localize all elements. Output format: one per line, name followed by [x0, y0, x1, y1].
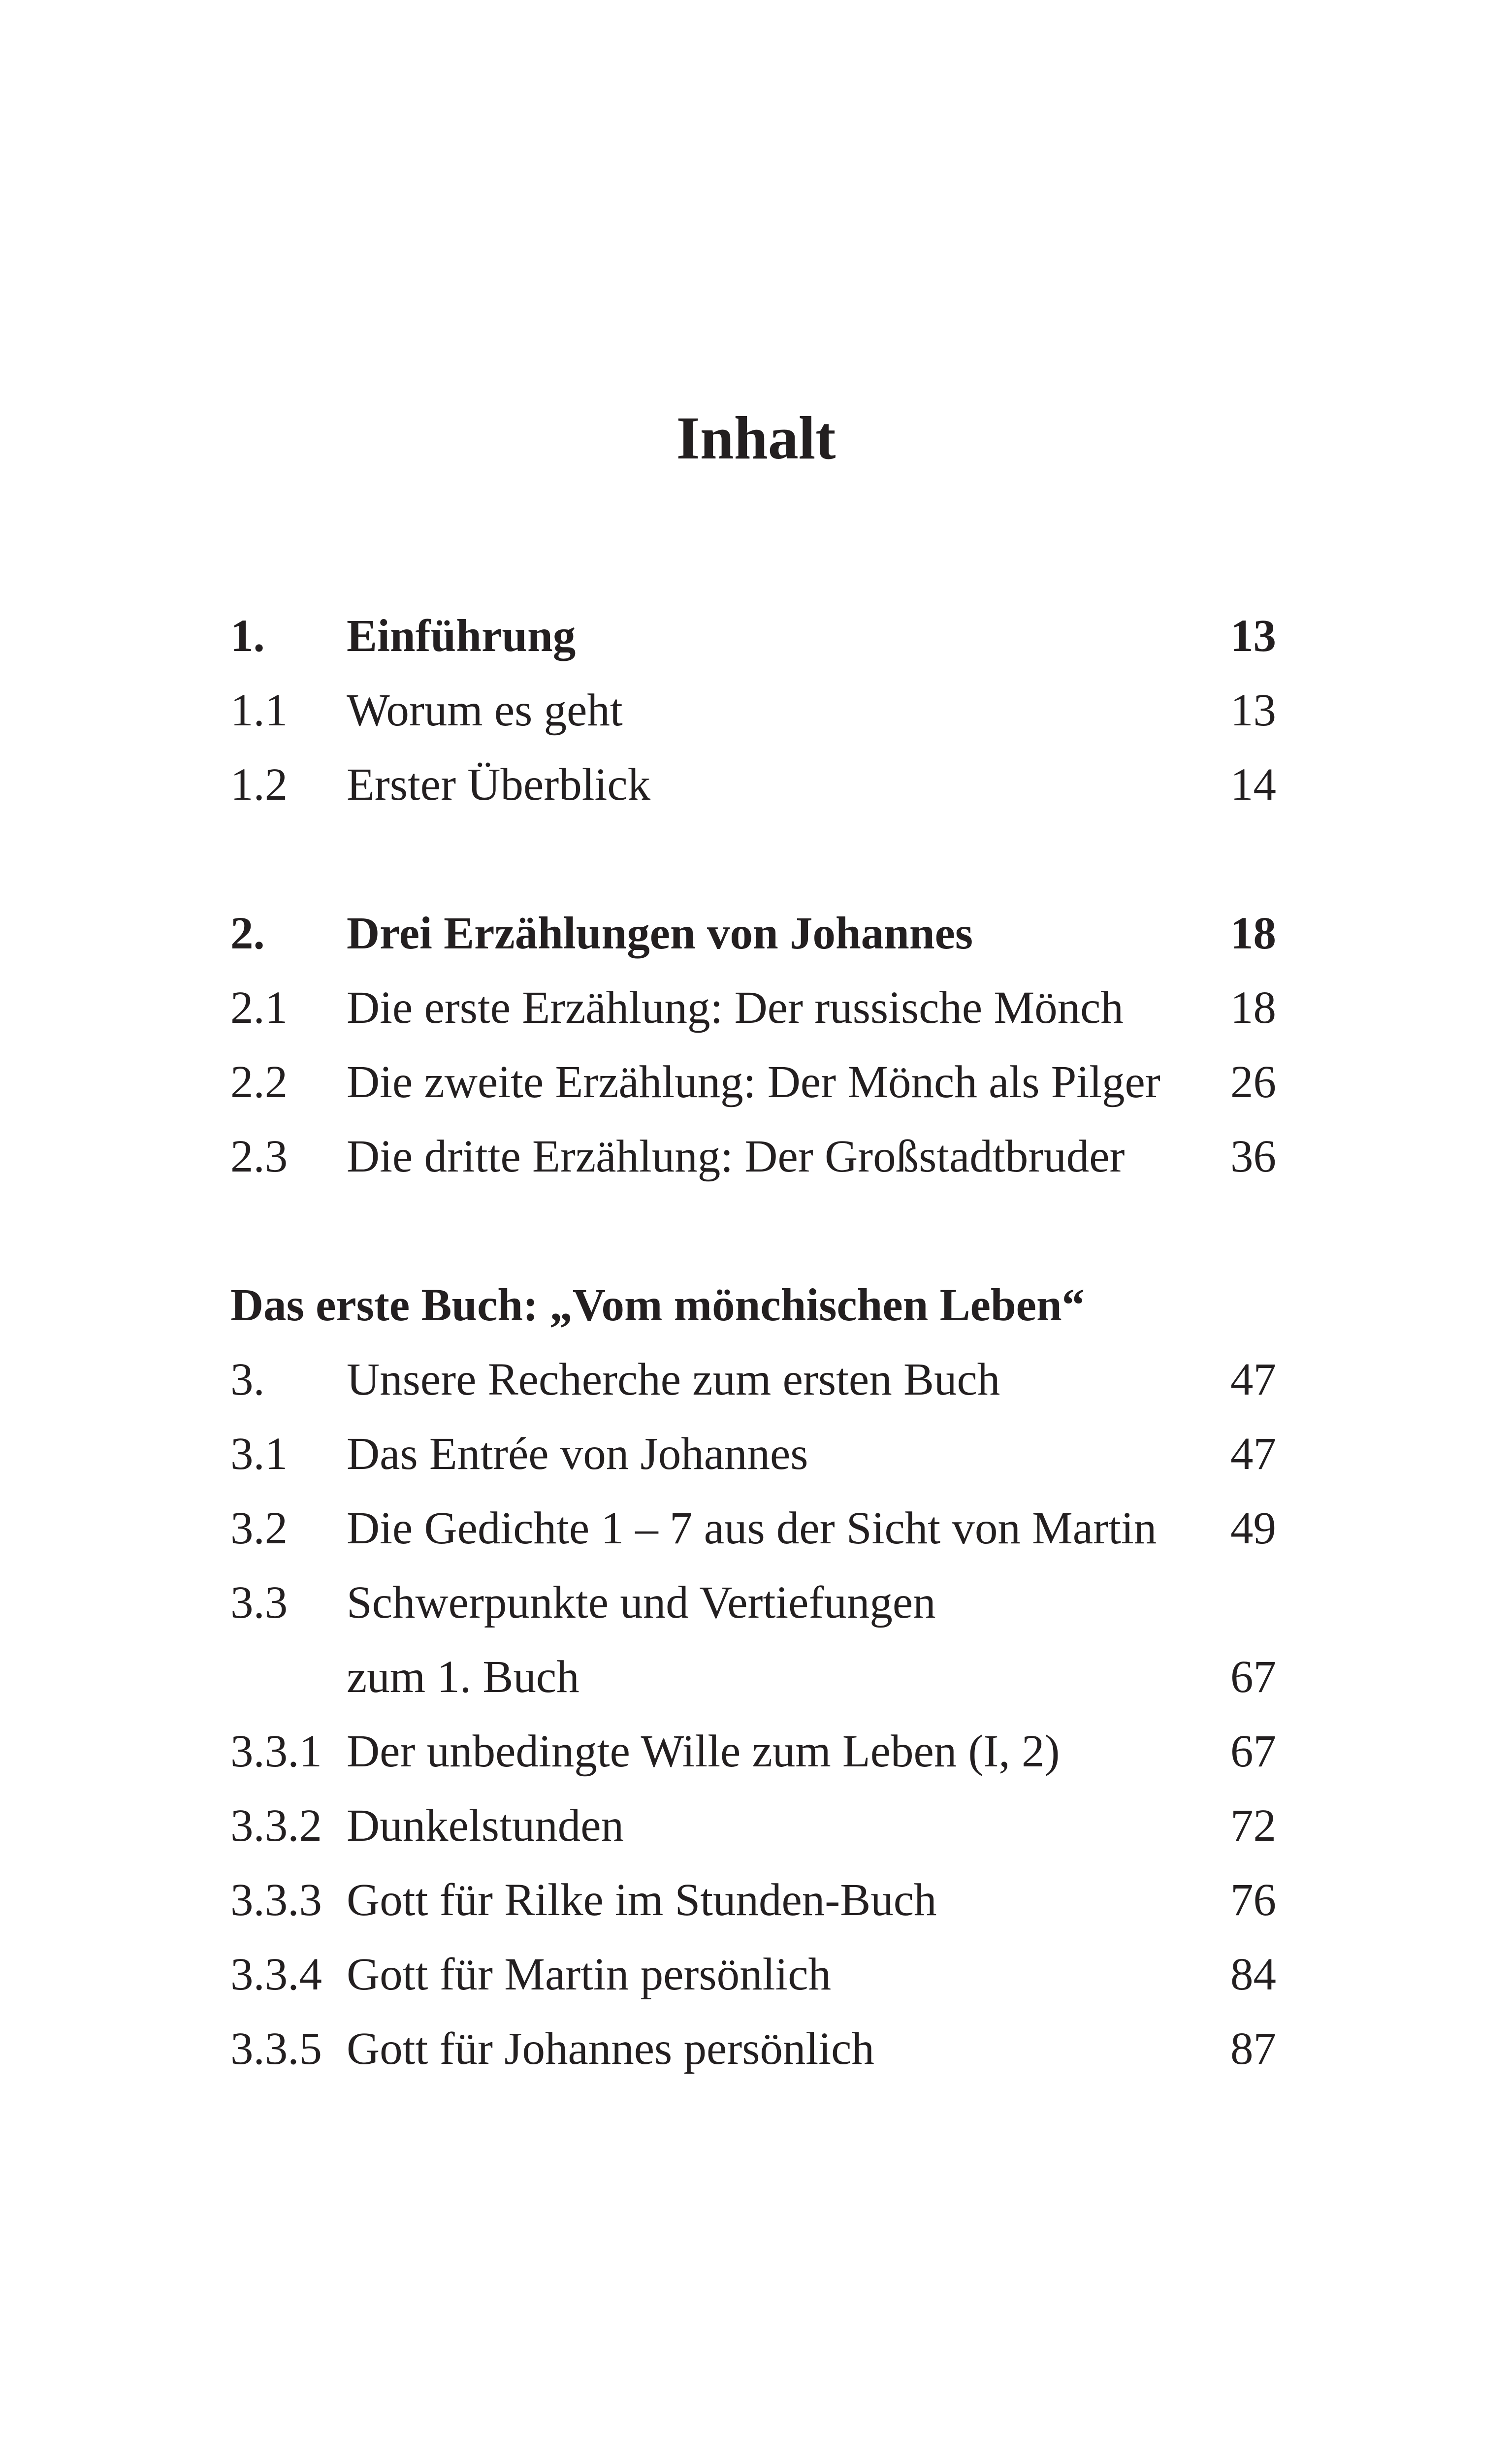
toc-entry-number: 1. [230, 611, 265, 661]
toc-entry-title: Einführung [347, 611, 576, 661]
toc-entry-number: 3.3.3 [230, 1875, 322, 1925]
toc-entry-page: 13 [1230, 611, 1276, 661]
toc-entry-title: zum 1. Buch [347, 1652, 579, 1702]
page-title: Inhalt [676, 404, 836, 472]
toc-entry-title: Die dritte Erzählung: Der Großstadtbruder [347, 1131, 1125, 1182]
toc-entry-page: 72 [1230, 1800, 1276, 1851]
toc-entry-number: 3.3.5 [230, 2023, 322, 2074]
toc-entry-page: 47 [1230, 1354, 1276, 1405]
toc-entry-title: Erster Überblick [347, 759, 651, 810]
toc-entry-number: 1.2 [230, 759, 288, 810]
toc-entry-number: 3.3.4 [230, 1949, 322, 2000]
toc-part-heading-text: Das erste Buch: „Vom mönchischen Leben“ [230, 1280, 1085, 1331]
toc-entry-3[interactable] [230, 1342, 1276, 1417]
toc-entry-number: 3.1 [230, 1429, 288, 1479]
toc-entry-title: Die zweite Erzählung: Der Mönch als Pilger [347, 1057, 1160, 1107]
toc-entry-page: 14 [1230, 759, 1276, 810]
toc-entry-page: 36 [1230, 1131, 1276, 1182]
toc-entry-3-1[interactable] [230, 1417, 1276, 1491]
toc-entry-1-1[interactable] [230, 673, 1276, 748]
toc-entry-3-3-4[interactable] [230, 1937, 1276, 2012]
toc-entry-number: 3.3 [230, 1577, 288, 1628]
toc-entry-page: 49 [1230, 1503, 1276, 1554]
toc-entry-3-3-2[interactable] [230, 1789, 1276, 1863]
toc-entry-1-2[interactable] [230, 748, 1276, 822]
toc-entry-2-1[interactable] [230, 971, 1276, 1045]
toc-part-heading [230, 1268, 1276, 1342]
toc-entry-1[interactable] [230, 599, 1276, 673]
toc-entry-page: 76 [1230, 1875, 1276, 1925]
toc-entry-page: 87 [1230, 2023, 1276, 2074]
toc-entry-number: 3.2 [230, 1503, 288, 1554]
toc-entry-2-2[interactable] [230, 1045, 1276, 1119]
toc-entry-number: 3.3.1 [230, 1726, 322, 1777]
toc-entry-number: 1.1 [230, 685, 288, 736]
toc-entry-page: 67 [1230, 1652, 1276, 1702]
toc-entry-title: Dunkelstunden [347, 1800, 624, 1851]
toc-entry-title: Die Gedichte 1 – 7 aus der Sicht von Martin [347, 1503, 1157, 1554]
toc-entry-title: Der unbedingte Wille zum Leben (I, 2) [347, 1726, 1060, 1777]
toc-entry-title: Drei Erzählungen von Johannes [347, 908, 973, 959]
toc-entry-page: 26 [1230, 1057, 1276, 1107]
toc-entry-3-3[interactable] [230, 1565, 1276, 1640]
toc-entry-2[interactable] [230, 896, 1276, 971]
toc-entry-3-2[interactable] [230, 1491, 1276, 1565]
toc-entry-title: Unsere Recherche zum ersten Buch [347, 1354, 1000, 1405]
toc-entry-number: 2.3 [230, 1131, 288, 1182]
toc-entry-number: 2. [230, 908, 265, 959]
toc-entry-3-3-3[interactable] [230, 1863, 1276, 1937]
toc-entry-title: Worum es geht [347, 685, 623, 736]
toc-entry-title: Gott für Martin persönlich [347, 1949, 832, 2000]
toc-entry-title: Die erste Erzählung: Der russische Mönch [347, 982, 1124, 1033]
toc-entry-3-3-continued[interactable] [230, 1640, 1276, 1714]
toc-entry-3-3-5[interactable] [230, 2012, 1276, 2086]
toc-entry-number: 2.1 [230, 982, 288, 1033]
toc-entry-page: 18 [1230, 908, 1276, 959]
toc-entry-page: 84 [1230, 1949, 1276, 2000]
toc-entry-title: Das Entrée von Johannes [347, 1429, 808, 1479]
toc-entry-number: 2.2 [230, 1057, 288, 1107]
toc-entry-page: 18 [1230, 982, 1276, 1033]
toc-entry-page: 67 [1230, 1726, 1276, 1777]
toc-entry-title: Schwerpunkte und Vertiefungen [347, 1577, 936, 1628]
toc-entry-number: 3.3.2 [230, 1800, 322, 1851]
toc-entry-title: Gott für Rilke im Stunden-Buch [347, 1875, 937, 1925]
toc-entry-page: 13 [1230, 685, 1276, 736]
toc-entry-2-3[interactable] [230, 1119, 1276, 1194]
toc-entry-number: 3. [230, 1354, 265, 1405]
table-of-contents [230, 599, 1276, 2086]
toc-entry-3-3-1[interactable] [230, 1714, 1276, 1789]
toc-entry-title: Gott für Johannes persönlich [347, 2023, 874, 2074]
toc-entry-page: 47 [1230, 1429, 1276, 1479]
